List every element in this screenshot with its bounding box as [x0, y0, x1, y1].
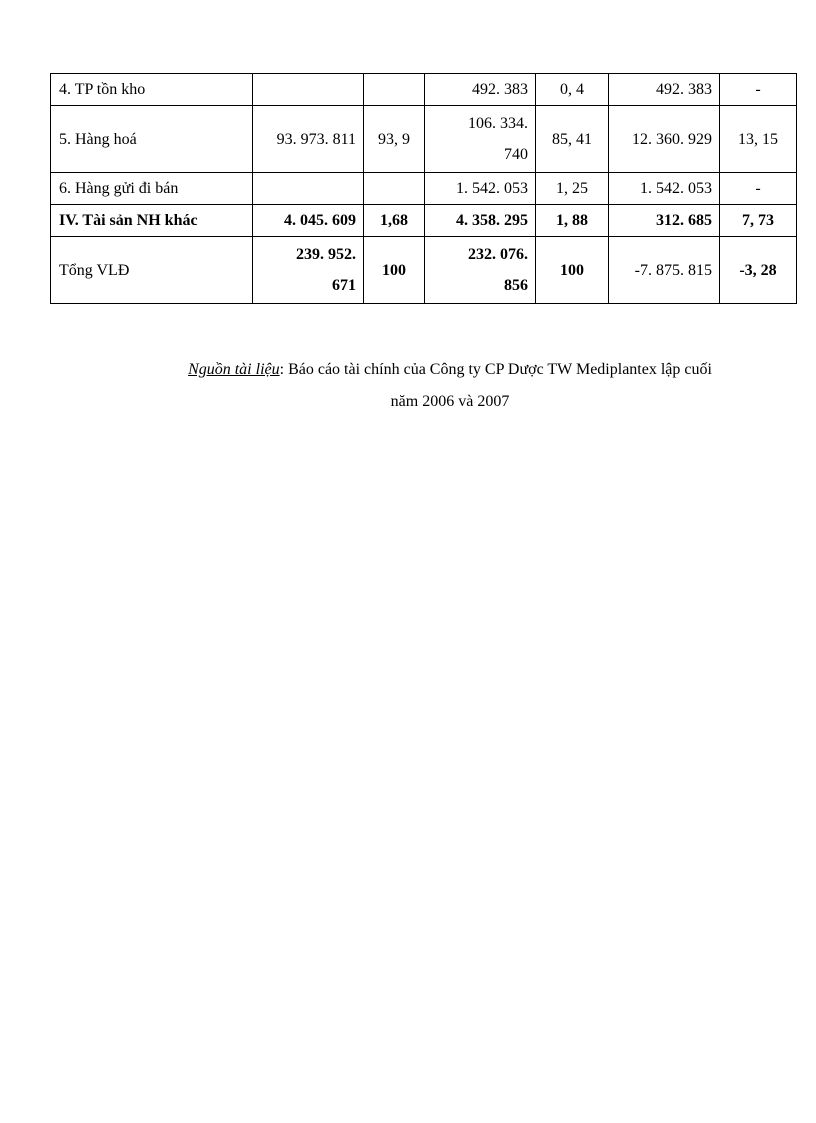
table-row: [51, 173, 797, 205]
cell-value: 312. 685: [609, 205, 720, 237]
cell-value: 7, 73: [720, 205, 797, 237]
cell-value: 0, 4: [536, 74, 609, 106]
row-label: 5. Hàng hoá: [51, 106, 253, 173]
cell-line-2: 671: [332, 277, 356, 294]
row-label: IV. Tài sản NH khác: [51, 205, 253, 237]
source-line-1: [100, 354, 800, 386]
cell-value: 1. 542. 053: [609, 173, 720, 205]
cell-value: 1. 542. 053: [425, 173, 536, 205]
cell-value: 93. 973. 811: [253, 106, 364, 173]
cell-line-1: 232. 076.: [468, 246, 528, 263]
row-label: Tổng VLĐ: [51, 237, 253, 304]
cell-line-1: 106. 334.: [468, 115, 528, 132]
cell-value-split: [425, 237, 536, 304]
cell-line-2: 856: [504, 277, 528, 294]
cell-value: -7. 875. 815: [609, 237, 720, 304]
cell-value: 4. 358. 295: [425, 205, 536, 237]
cell-value: 100: [364, 237, 425, 304]
table-row: [51, 205, 797, 237]
cell-value: [253, 74, 364, 106]
cell-value: [364, 173, 425, 205]
cell-value: [253, 173, 364, 205]
table-row: [51, 106, 797, 173]
cell-value: 1,68: [364, 205, 425, 237]
row-label: 6. Hàng gửi đi bán: [51, 173, 253, 205]
cell-value: -: [720, 173, 797, 205]
cell-value: 100: [536, 237, 609, 304]
source-label: Nguồn tài liệu: [188, 361, 280, 378]
cell-value: 13, 15: [720, 106, 797, 173]
cell-line-2: 740: [504, 146, 528, 163]
cell-value: 1, 88: [536, 205, 609, 237]
financial-table: [50, 73, 797, 304]
cell-value: 85, 41: [536, 106, 609, 173]
source-text-2: năm 2006 và 2007: [390, 393, 510, 410]
cell-value-split: [425, 106, 536, 173]
cell-value-split: [253, 237, 364, 304]
source-text-1: Báo cáo tài chính của Công ty CP Dược TW Mediplantex lập cuối: [284, 361, 712, 378]
cell-value: 492. 383: [609, 74, 720, 106]
cell-value: 492. 383: [425, 74, 536, 106]
cell-value: [364, 74, 425, 106]
table-row-total: [51, 237, 797, 304]
cell-value: 1, 25: [536, 173, 609, 205]
cell-line-1: 239. 952.: [296, 246, 356, 263]
table-row: [51, 74, 797, 106]
row-label: 4. TP tồn kho: [51, 74, 253, 106]
cell-value: 12. 360. 929: [609, 106, 720, 173]
source-separator: :: [279, 361, 285, 378]
cell-value: 93, 9: [364, 106, 425, 173]
cell-value: -3, 28: [720, 237, 797, 304]
cell-value: 4. 045. 609: [253, 205, 364, 237]
source-note: [100, 354, 800, 418]
cell-value: -: [720, 74, 797, 106]
